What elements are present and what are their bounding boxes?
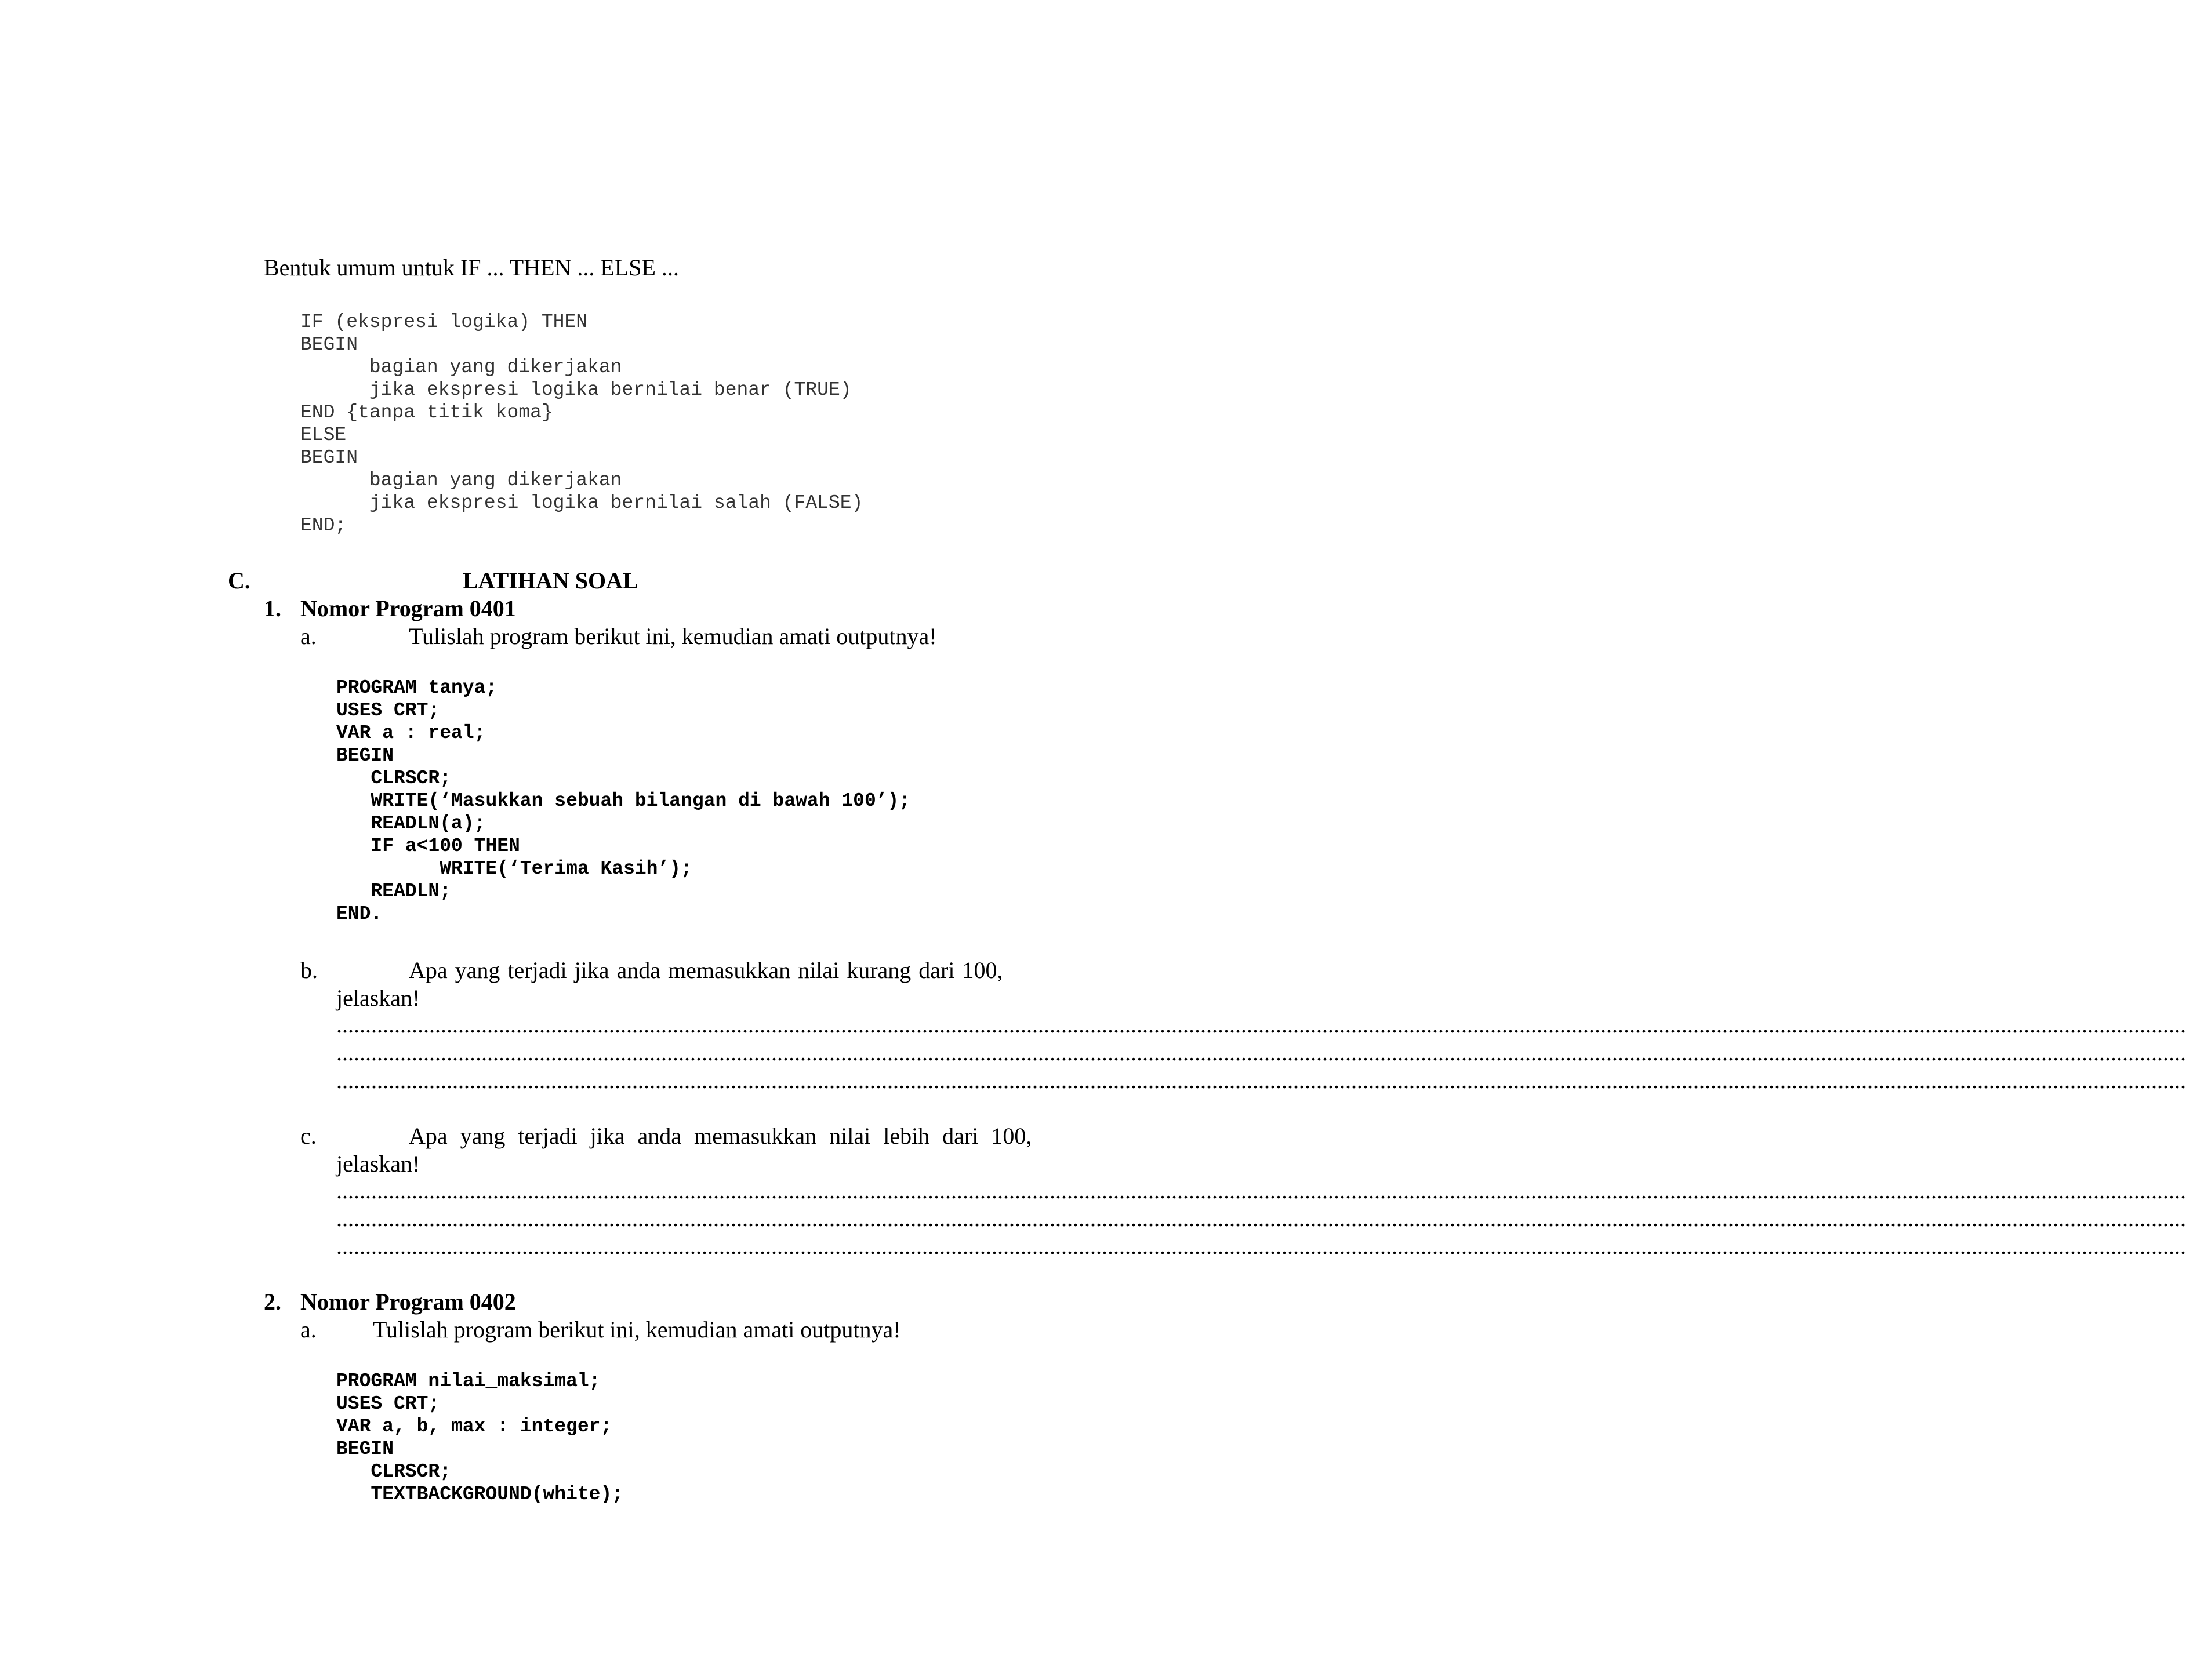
q1-title: Nomor Program 0401: [300, 595, 516, 621]
q2-code-line: VAR a, b, max : integer;: [336, 1416, 612, 1437]
q2-code-line: CLRSCR;: [336, 1461, 452, 1482]
q1-c-answer-line-3[interactable]: ...............................................................................................................................................................................................................................................................................................................................: [336, 1233, 2186, 1259]
q1-b-answer-line-1[interactable]: ...............................................................................................................................................................................................................................................................................................................................: [336, 1012, 2186, 1038]
syntax-code-block: [300, 311, 863, 537]
q1-b-label: b.: [300, 957, 318, 983]
q1-code-line: BEGIN: [336, 745, 394, 766]
q2-code-line: USES CRT;: [336, 1393, 440, 1414]
q1-number: 1.: [264, 595, 281, 621]
q1-code-line: END.: [336, 903, 383, 925]
q2-title: Nomor Program 0402: [300, 1289, 516, 1315]
intro-text: Bentuk umum untuk IF ... THEN ... ELSE ...: [264, 254, 679, 281]
q1-code-line: PROGRAM tanya;: [336, 677, 498, 699]
q1-a-label: a.: [300, 623, 317, 649]
section-letter: C.: [228, 568, 250, 594]
q2-code-line: PROGRAM nilai_maksimal;: [336, 1370, 601, 1392]
syntax-code-line: bagian yang dikerjakan: [300, 357, 622, 378]
q1-c-text-cont: jelaskan!: [336, 1151, 420, 1177]
q1-c-label: c.: [300, 1123, 317, 1149]
syntax-code-line: END {tanpa titik koma}: [300, 402, 553, 423]
syntax-code-line: IF (ekspresi logika) THEN: [300, 311, 588, 333]
q1-a-text: Tulislah program berikut ini, kemudian amati outputnya!: [409, 623, 937, 649]
syntax-code-line: END;: [300, 515, 347, 536]
q1-code-block: [336, 677, 910, 925]
q1-code-line: WRITE(‘Terima Kasih’);: [336, 858, 692, 879]
syntax-code-line: jika ekspresi logika bernilai benar (TRUE): [300, 379, 852, 401]
syntax-code-line: jika ekspresi logika bernilai salah (FALSE): [300, 492, 863, 514]
q1-code-line: READLN;: [336, 881, 452, 902]
q2-code-line: BEGIN: [336, 1438, 394, 1460]
q1-b-answer-line-3[interactable]: ...............................................................................................................................................................................................................................................................................................................................: [336, 1067, 2186, 1093]
q1-code-line: CLRSCR;: [336, 768, 452, 789]
syntax-code-line: BEGIN: [300, 334, 358, 355]
q1-b-answer-line-2[interactable]: ...............................................................................................................................................................................................................................................................................................................................: [336, 1039, 2186, 1066]
q2-number: 2.: [264, 1289, 281, 1315]
q2-code-line: TEXTBACKGROUND(white);: [336, 1483, 624, 1505]
q1-b-text: Apa yang terjadi jika anda memasukkan nilai kurang dari 100,: [409, 957, 1003, 983]
q2-a-label: a.: [300, 1317, 317, 1343]
q1-code-line: VAR a : real;: [336, 722, 486, 744]
q1-code-line: IF a<100 THEN: [336, 835, 520, 857]
syntax-code-line: BEGIN: [300, 447, 358, 468]
q1-code-line: WRITE(‘Masukkan sebuah bilangan di bawah 100’);: [336, 790, 911, 812]
q1-code-line: READLN(a);: [336, 813, 486, 834]
syntax-code-line: ELSE: [300, 424, 347, 446]
q1-c-answer-line-1[interactable]: ...............................................................................................................................................................................................................................................................................................................................: [336, 1177, 2186, 1203]
q1-c-answer-line-2[interactable]: ...............................................................................................................................................................................................................................................................................................................................: [336, 1205, 2186, 1231]
q1-c-text: Apa yang terjadi jika anda memasukkan nilai lebih dari 100,: [409, 1123, 1032, 1149]
q2-a-text: Tulislah program berikut ini, kemudian amati outputnya!: [373, 1317, 901, 1343]
syntax-code-line: bagian yang dikerjakan: [300, 470, 622, 491]
q1-code-line: USES CRT;: [336, 700, 440, 721]
q1-b-text-cont: jelaskan!: [336, 985, 420, 1011]
q2-code-block: [336, 1370, 623, 1506]
section-title: LATIHAN SOAL: [463, 568, 638, 594]
